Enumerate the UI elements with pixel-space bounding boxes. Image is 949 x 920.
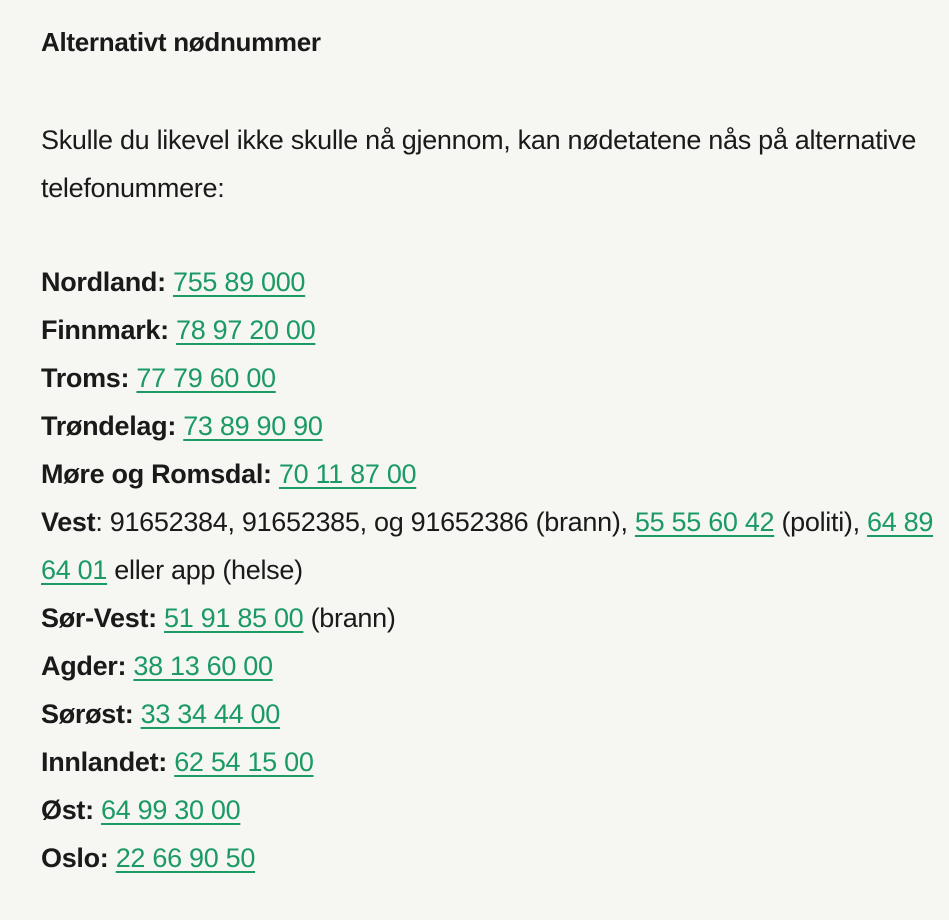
phone-link[interactable]: 78 97 20 00 <box>176 315 316 345</box>
phone-link[interactable]: 33 34 44 00 <box>140 699 280 729</box>
region-label: Troms: <box>41 363 130 393</box>
list-item-oslo <box>41 834 936 882</box>
region-label: Agder: <box>41 651 127 681</box>
phone-link[interactable]: 64 99 30 00 <box>101 795 241 825</box>
vest-text-politi: (politi), <box>774 507 867 537</box>
list-item-troms <box>41 354 936 402</box>
list-item-sorost <box>41 690 936 738</box>
phone-link[interactable]: 38 13 60 00 <box>133 651 273 681</box>
list-item-vest <box>41 498 936 594</box>
list-item-nordland <box>41 258 936 306</box>
region-label: Finnmark: <box>41 315 169 345</box>
region-label: Innlandet: <box>41 747 167 777</box>
phone-link[interactable]: 51 91 85 00 <box>164 603 304 633</box>
list-item-agder <box>41 642 936 690</box>
vest-text-numbers: : 91652384, 91652385, og 91652386 (brann), <box>95 507 635 537</box>
list-item-finnmark <box>41 306 936 354</box>
list-item-ost <box>41 786 936 834</box>
region-label: Oslo: <box>41 843 109 873</box>
phone-link[interactable]: 62 54 15 00 <box>174 747 314 777</box>
list-item-sor-vest <box>41 594 936 642</box>
region-label: Sørøst: <box>41 699 134 729</box>
region-label: Sør-Vest: <box>41 603 157 633</box>
phone-link[interactable]: 22 66 90 50 <box>115 843 256 873</box>
phone-link[interactable]: 70 11 87 00 <box>278 459 417 489</box>
sor-vest-suffix: (brann) <box>303 603 396 633</box>
list-item-innlandet <box>41 738 936 786</box>
phone-link[interactable]: 755 89 000 <box>173 267 306 297</box>
region-label: Vest <box>41 507 96 537</box>
phone-link-politi[interactable]: 55 55 60 42 <box>634 507 775 537</box>
section-heading: Alternativt nødnummer <box>41 27 321 57</box>
intro-paragraph: Skulle du likevel ikke skulle nå gjennom, kan nødetatene nås på alternative telefonummere: <box>41 125 917 203</box>
emergency-number-list <box>41 258 936 882</box>
vest-text-helse: eller app (helse) <box>107 555 303 585</box>
list-item-trondelag <box>41 402 936 450</box>
region-label: Møre og Romsdal: <box>41 459 272 489</box>
phone-link[interactable]: 77 79 60 00 <box>136 363 276 393</box>
region-label: Trøndelag: <box>41 411 177 441</box>
list-item-more-og-romsdal <box>41 450 936 498</box>
region-label: Nordland: <box>41 267 166 297</box>
phone-link[interactable]: 73 89 90 90 <box>183 411 323 441</box>
phone-link-helse[interactable]: 64 89 64 01 <box>41 507 934 585</box>
region-label: Øst: <box>41 795 94 825</box>
